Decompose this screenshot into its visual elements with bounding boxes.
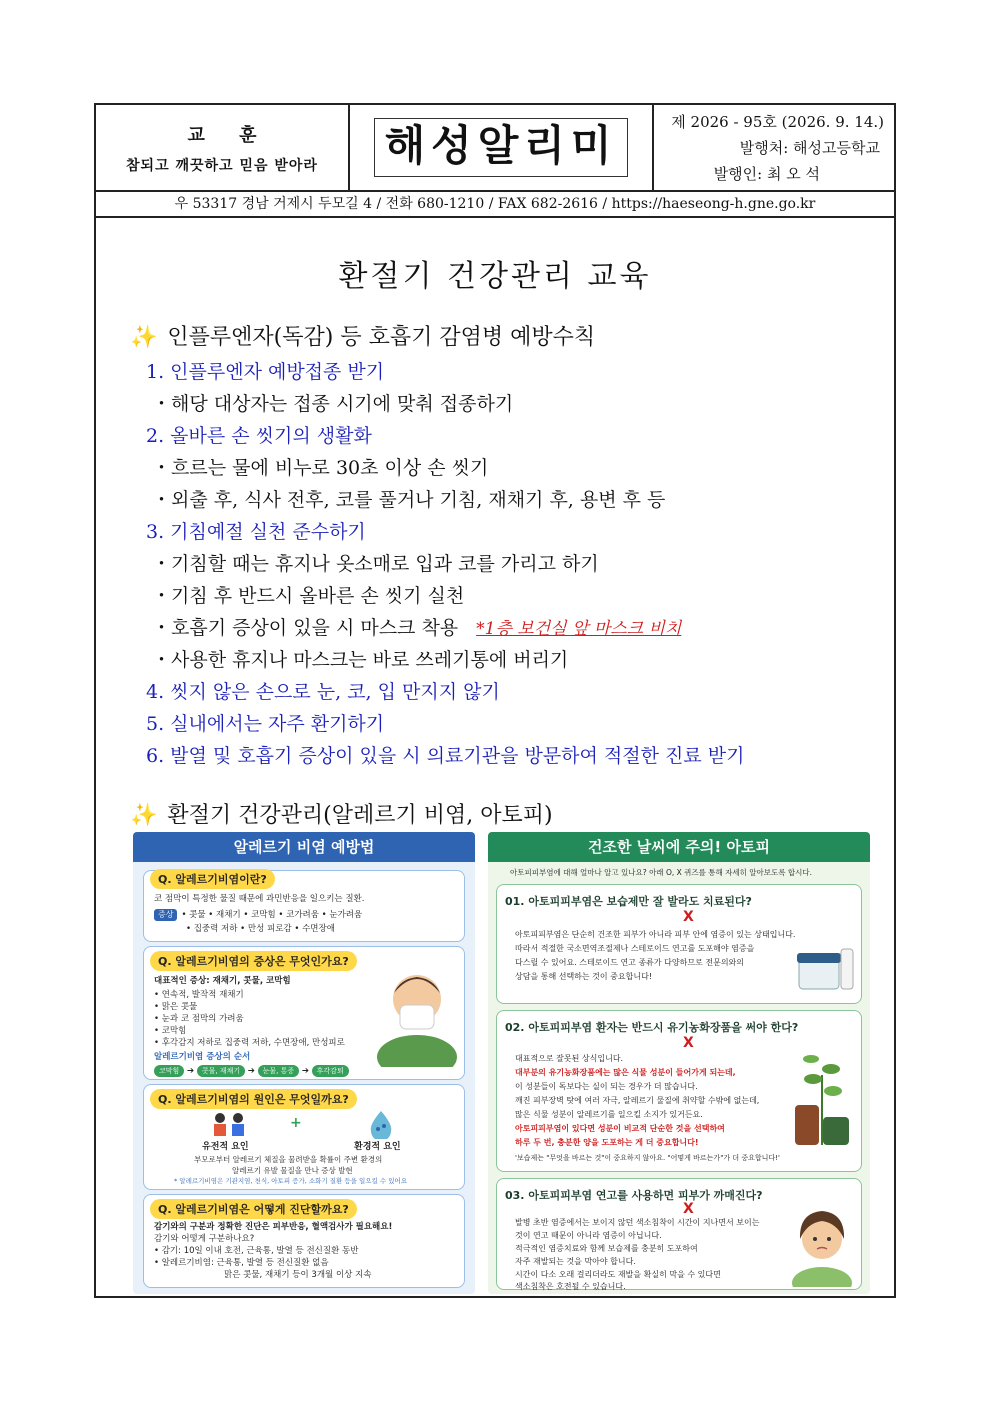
motto-title: 교 훈 — [187, 125, 271, 146]
answer-text: 대표적인 증상: 재채기, 콧물, 코막힘 — [154, 976, 291, 986]
rule-item: 2. 올바른 손 씻기의 생활화 — [146, 425, 372, 447]
section-heading-infection — [130, 320, 595, 351]
flow-step: 눈물, 통증 — [258, 1065, 300, 1077]
symptom-tag: 증상 — [154, 909, 177, 921]
cause-text: 부모로부터 알레르기 체질을 물려받을 확률이 주변 환경의 — [194, 1155, 383, 1164]
cause-text: 알레르기 유발 물질을 만나 증상 발현 — [232, 1166, 353, 1175]
masthead — [96, 105, 894, 192]
diagnosis-text: • 감기: 10일 이내 호전, 근육통, 발열 등 전신질환 동반 — [154, 1246, 359, 1256]
motto-text: 참되고 깨끗하고 믿음 받아라 — [126, 158, 318, 174]
rule-bullet: ・기침 후 반드시 올바른 손 씻기 실천 — [152, 585, 465, 607]
poster-title: 알레르기 비염 예방법 — [133, 832, 475, 862]
poster-intro: 아토피피부염에 대해 얼마나 알고 있나요? 아래 O, X 퀴즈를 통해 자세히 알아보도록 합시다. — [510, 868, 812, 877]
issue-number: 제 2026 - 95호 (2026. 9. 14.) — [671, 113, 884, 131]
q-box — [143, 870, 465, 942]
address-bar: 우 53317 경남 거제시 두모길 4 / 전화 680-1210 / FAX 682-2616 / https://haeseong-h.gne.go.kr — [96, 192, 894, 218]
allergen-drop-icon — [366, 1109, 396, 1139]
symptom-line: • 후각감지 저하로 집중력 저하, 수면장애, 만성피로 — [154, 1038, 345, 1048]
quiz-text: 아토피피부염은 단순히 건조한 피부가 아니라 피부 안에 염증이 있는 상태입니다. — [515, 930, 796, 939]
order-label: 알레르기비염 증상의 순서 — [154, 1052, 251, 1062]
question-label: Q. 알레르기비염이란? — [150, 869, 275, 889]
diagnosis-text: 맑은 콧물, 재채기 등이 3개월 이상 지속 — [224, 1270, 372, 1280]
diagnosis-text: 감기와 어떻게 구분하나요? — [154, 1234, 255, 1244]
sparkle-icon: ✨ — [130, 325, 158, 350]
newsletter-logo — [350, 105, 654, 190]
quiz-text: 적극적인 염증치료와 함께 보습제를 충분히 도포하여 — [515, 1244, 698, 1253]
rule-bullet: ・외출 후, 식사 전후, 코를 풀거나 기침, 재채기 후, 용변 후 등 — [152, 489, 666, 511]
quiz-box — [496, 1010, 862, 1172]
issue-info — [654, 105, 894, 190]
quiz-answer-x: X — [683, 1035, 694, 1051]
rule-item: 4. 씻지 않은 손으로 눈, 코, 입 만지지 않기 — [146, 681, 500, 703]
worried-woman-illustration — [787, 1199, 857, 1287]
diagnosis-text: 감기와의 구분과 정확한 진단은 피부반응, 혈액검사가 필요해요! — [154, 1222, 393, 1232]
answer-text: 코 점막이 특정한 물질 때문에 과민반응을 일으키는 질환. — [154, 894, 365, 904]
environment-factor-label: 환경적 요인 — [354, 1142, 401, 1152]
herbal-bottles-icon — [787, 1045, 857, 1149]
q-box — [143, 946, 465, 1080]
page-title: 환절기 건강관리 교육 — [338, 259, 652, 294]
symptom-line: • 코막힘 — [154, 1026, 187, 1036]
quiz-text: 발병 초반 염증에서는 보이지 않던 색소침착이 시간이 지나면서 보이는 — [515, 1218, 760, 1227]
section-heading-allergy — [130, 798, 553, 829]
rule-bullet: ・흐르는 물에 비누로 30초 이상 손 씻기 — [152, 457, 489, 479]
symptom-text: • 콧물 • 재채기 • 코막힘 • 코가려움 • 눈가려움 — [181, 910, 363, 920]
section-heading-text: 인플루엔자(독감) 등 호흡기 감염병 예방수칙 — [167, 325, 596, 350]
q-box — [143, 1194, 465, 1288]
quiz-text: 따라서 적절한 국소면역조절제나 스테로이드 연고를 도포해야 염증을 — [515, 944, 755, 953]
quiz-text: 대표적으로 잘못된 상식입니다. — [515, 1054, 624, 1063]
atopy-poster — [488, 832, 870, 1294]
section-heading-text: 환절기 건강관리(알레르기 비염, 아토피) — [167, 803, 553, 828]
quiz-answer-x: X — [683, 1201, 694, 1217]
poster-title: 건조한 날씨에 주의! 아토피 — [488, 832, 870, 862]
quiz-text: 상담을 통해 선택하는 것이 중요합니다! — [515, 972, 653, 981]
issuer: 발행인: 최 오 석 — [713, 165, 820, 183]
rule-bullet-text: ・호흡기 증상이 있을 시 마스크 착용 — [152, 617, 459, 639]
sparkle-icon: ✨ — [130, 803, 158, 828]
cause-note: * 알레르기비염은 기관지염, 천식, 아토피 증가, 소화기 질환 등을 일으킬 수 있어요 — [174, 1177, 408, 1185]
sneezing-man-illustration — [374, 957, 460, 1067]
symptom-line: • 집중력 저하 • 만성 피로감 • 수면장애 — [186, 924, 335, 934]
symptom-line: • 연속적, 발작적 재채기 — [154, 990, 244, 1000]
quiz-note: '보습제는 "무엇을 바르는 것"이 중요하지 않아요. "어떻게 바르는가"가 더 중요합니다!' — [515, 1154, 780, 1162]
school-motto — [96, 105, 350, 190]
quiz-box — [496, 1178, 862, 1290]
quiz-text: 색소침착은 호전될 수 있습니다. — [515, 1282, 626, 1291]
family-icon — [210, 1111, 250, 1137]
question-label: Q. 알레르기비염은 어떻게 진단할까요? — [150, 1199, 357, 1219]
rule-bullet — [152, 613, 681, 640]
quiz-question: 01. 아토피피부염은 보습제만 잘 발라도 치료된다? — [505, 895, 752, 908]
quiz-text: 시간이 다소 오래 걸리더라도 재발을 확실히 막을 수 있다면 — [515, 1270, 721, 1279]
question-label: Q. 알레르기비염의 원인은 무엇일까요? — [150, 1089, 357, 1109]
newsletter-frame — [94, 103, 896, 1298]
question-label: Q. 알레르기비염의 증상은 무엇인가요? — [150, 951, 357, 971]
symptom-line: • 눈과 코 점막의 가려움 — [154, 1014, 244, 1024]
allergy-rhinitis-poster — [133, 832, 475, 1294]
quiz-question: 02. 아토피피부염 환자는 반드시 유기농화장품을 써야 한다? — [505, 1021, 799, 1034]
quiz-answer-x: X — [683, 909, 694, 925]
flow-step: 코막힘 — [154, 1065, 184, 1077]
genetic-factor-label: 유전적 요인 — [202, 1142, 249, 1152]
quiz-question: 03. 아토피피부염 연고를 사용하면 피부가 까매진다? — [505, 1189, 763, 1202]
quiz-text: 깨진 피부장벽 탓에 여러 자극, 알레르기 물질에 취약할 수밖에 없는데, — [515, 1096, 760, 1105]
quiz-text: 하루 두 번, 충분한 양을 도포하는 게 더 중요합니다! — [515, 1138, 699, 1147]
rule-item: 6. 발열 및 호흡기 증상이 있을 시 의료기관을 방문하여 적절한 진료 받기 — [146, 745, 745, 767]
flow-step: 콧물, 재채기 — [197, 1065, 245, 1077]
plus-icon: + — [290, 1115, 302, 1131]
rule-bullet: ・기침할 때는 휴지나 옷소매로 입과 코를 가리고 하기 — [152, 553, 599, 575]
flow-step: 후각감퇴 — [312, 1065, 349, 1077]
q-box — [143, 1084, 465, 1190]
quiz-text: 자주 재발되는 것을 막아야 합니다. — [515, 1257, 636, 1266]
quiz-text: 많은 식물 성분이 알레르기를 일으킬 소지가 있거든요. — [515, 1110, 703, 1119]
mask-note: *1층 보건실 앞 마스크 비치 — [476, 619, 682, 639]
symptom-line — [154, 909, 362, 921]
rule-bullet: ・해당 대상자는 접종 시기에 맞춰 접종하기 — [152, 393, 514, 415]
rule-bullet: ・사용한 휴지나 마스크는 바로 쓰레기통에 버리기 — [152, 649, 569, 671]
publisher: 발행처: 해성고등학교 — [739, 139, 880, 157]
quiz-text: 대부분의 유기농화장품에는 많은 식물 성분이 들어가게 되는데, — [515, 1068, 736, 1077]
diagnosis-text: • 알레르기비염: 근육통, 발열 등 전신질환 없음 — [154, 1258, 329, 1268]
ointment-jar-icon — [797, 945, 855, 995]
symptom-line: • 맑은 콧물 — [154, 1002, 198, 1012]
rule-item: 3. 기침예절 실천 준수하기 — [146, 521, 366, 543]
rule-item: 1. 인플루엔자 예방접종 받기 — [146, 361, 385, 383]
quiz-box — [496, 884, 862, 1004]
symptom-flow: 코막힘 ➔ 콧물, 재채기 ➔ 눈물, 통증 ➔ 후각감퇴 — [154, 1065, 349, 1077]
quiz-text: 다스릴 수 있어요. 스테로이드 연고 종류가 다양하므로 전문의와의 — [515, 958, 744, 967]
quiz-text: 아토피피부염이 있다면 성분이 비교적 단순한 것을 선택하여 — [515, 1124, 725, 1133]
logo-text: 해성알리미 — [374, 118, 629, 176]
rule-item: 5. 실내에서는 자주 환기하기 — [146, 713, 385, 735]
quiz-text: 이 성분들이 독보다는 실이 되는 경우가 더 많습니다. — [515, 1082, 698, 1091]
quiz-text: 것이 연고 때문이 아니라 염증이 아닙니다. — [515, 1231, 662, 1240]
